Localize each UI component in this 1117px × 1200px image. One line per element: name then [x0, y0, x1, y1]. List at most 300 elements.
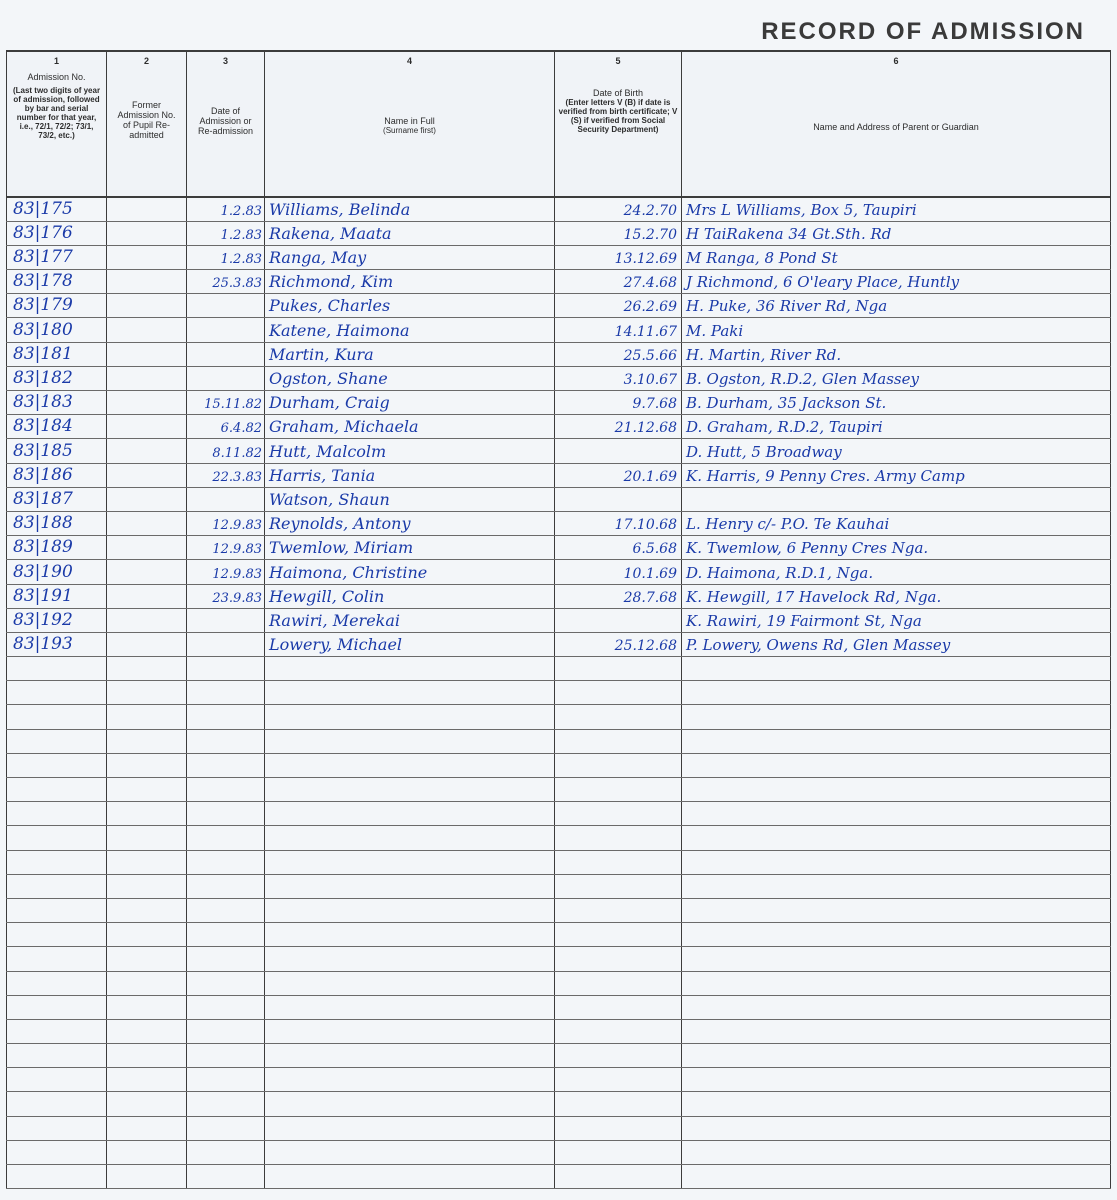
- date-of-admission-cell: [187, 1068, 265, 1092]
- date-of-admission-cell: [187, 971, 265, 995]
- admission-number-cell: [7, 850, 107, 874]
- date-of-admission-cell: [187, 753, 265, 777]
- table-row: [7, 294, 1111, 318]
- table-row: [7, 632, 1111, 656]
- date-of-birth-cell: [555, 487, 682, 511]
- date-of-birth-cell: 10.1.69: [555, 560, 682, 584]
- name-cell: Hutt, Malcolm: [265, 439, 555, 463]
- former-admission-cell: [107, 342, 187, 366]
- table-row: [7, 342, 1111, 366]
- parent-guardian-cell: [682, 1140, 1111, 1164]
- former-admission-cell: [107, 995, 187, 1019]
- former-admission-cell: [107, 1068, 187, 1092]
- column-header-date-of-birth: [555, 51, 682, 197]
- table-row: [7, 560, 1111, 584]
- former-admission-cell: [107, 850, 187, 874]
- date-of-admission-cell: [187, 657, 265, 681]
- name-cell: [265, 1092, 555, 1116]
- table-row: [7, 415, 1111, 439]
- column-number: 3: [222, 56, 228, 66]
- former-admission-cell: [107, 874, 187, 898]
- empty-table-row: [7, 1165, 1111, 1189]
- name-cell: [265, 850, 555, 874]
- admission-number-cell: [7, 681, 107, 705]
- former-admission-cell: [107, 270, 187, 294]
- column-number: 2: [143, 56, 149, 66]
- date-of-admission-cell: [187, 778, 265, 802]
- date-of-admission-cell: 12.9.83: [187, 536, 265, 560]
- empty-table-row: [7, 802, 1111, 826]
- former-admission-cell: [107, 318, 187, 342]
- parent-guardian-cell: [682, 657, 1111, 681]
- date-of-admission-cell: 8.11.82: [187, 439, 265, 463]
- date-of-birth-cell: 28.7.68: [555, 584, 682, 608]
- date-of-birth-cell: [555, 850, 682, 874]
- admission-number-cell: 83|191: [7, 584, 107, 608]
- name-cell: [265, 923, 555, 947]
- table-row: [7, 318, 1111, 342]
- admission-number-cell: [7, 1092, 107, 1116]
- admission-number-cell: 83|183: [7, 391, 107, 415]
- admission-number-cell: [7, 729, 107, 753]
- admission-number-cell: [7, 753, 107, 777]
- name-cell: [265, 1044, 555, 1068]
- date-of-admission-cell: [187, 995, 265, 1019]
- date-of-admission-cell: 22.3.83: [187, 463, 265, 487]
- parent-guardian-cell: L. Henry c/- P.O. Te Kauhai: [682, 511, 1111, 535]
- former-admission-cell: [107, 1044, 187, 1068]
- column-subheading: (Last two digits of year of admission, followed by bar and serial number for that year, i.e., 72/1, 72/2; 73/1, 73/2, etc.): [12, 86, 101, 140]
- table-row: [7, 366, 1111, 390]
- table-row: [7, 439, 1111, 463]
- former-admission-cell: [107, 245, 187, 269]
- column-header-admission-no: [7, 51, 107, 197]
- admission-number-cell: [7, 705, 107, 729]
- date-of-birth-cell: [555, 874, 682, 898]
- name-cell: Rawiri, Merekai: [265, 608, 555, 632]
- name-cell: Rakena, Maata: [265, 221, 555, 245]
- former-admission-cell: [107, 971, 187, 995]
- empty-table-row: [7, 753, 1111, 777]
- parent-guardian-cell: [682, 826, 1111, 850]
- date-of-birth-cell: 24.2.70: [555, 197, 682, 221]
- empty-table-row: [7, 826, 1111, 850]
- admission-number-cell: [7, 778, 107, 802]
- table-row: [7, 221, 1111, 245]
- empty-table-row: [7, 729, 1111, 753]
- former-admission-cell: [107, 221, 187, 245]
- parent-guardian-cell: [682, 802, 1111, 826]
- column-header-former-admission: [107, 51, 187, 197]
- former-admission-cell: [107, 898, 187, 922]
- former-admission-cell: [107, 294, 187, 318]
- parent-guardian-cell: D. Graham, R.D.2, Taupiri: [682, 415, 1111, 439]
- name-cell: [265, 947, 555, 971]
- name-cell: Pukes, Charles: [265, 294, 555, 318]
- name-cell: Ranga, May: [265, 245, 555, 269]
- parent-guardian-cell: B. Durham, 35 Jackson St.: [682, 391, 1111, 415]
- date-of-birth-cell: 6.5.68: [555, 536, 682, 560]
- name-cell: Graham, Michaela: [265, 415, 555, 439]
- parent-guardian-cell: [682, 487, 1111, 511]
- column-number: 4: [406, 56, 412, 66]
- parent-guardian-cell: [682, 778, 1111, 802]
- date-of-admission-cell: 6.4.82: [187, 415, 265, 439]
- date-of-birth-cell: [555, 705, 682, 729]
- column-subheading: (Enter letters V (B) if date is verified from birth certificate; V (S) if verified from Social Security Department): [558, 98, 678, 134]
- admission-number-cell: [7, 826, 107, 850]
- date-of-birth-cell: 20.1.69: [555, 463, 682, 487]
- former-admission-cell: [107, 197, 187, 221]
- parent-guardian-cell: K. Harris, 9 Penny Cres. Army Camp: [682, 463, 1111, 487]
- date-of-birth-cell: [555, 1140, 682, 1164]
- former-admission-cell: [107, 1019, 187, 1043]
- name-cell: [265, 657, 555, 681]
- parent-guardian-cell: D. Hutt, 5 Broadway: [682, 439, 1111, 463]
- parent-guardian-cell: [682, 681, 1111, 705]
- table-row: [7, 536, 1111, 560]
- former-admission-cell: [107, 415, 187, 439]
- admission-table-wrap: [6, 50, 1110, 1196]
- admission-number-cell: 83|182: [7, 366, 107, 390]
- column-heading: Former Admission No. of Pupil Re-admitted: [117, 100, 176, 140]
- column-heading: Name and Address of Parent or Guardian: [813, 122, 979, 132]
- date-of-birth-cell: 13.12.69: [555, 245, 682, 269]
- date-of-admission-cell: 23.9.83: [187, 584, 265, 608]
- name-cell: Williams, Belinda: [265, 197, 555, 221]
- date-of-birth-cell: [555, 947, 682, 971]
- parent-guardian-cell: Mrs L Williams, Box 5, Taupiri: [682, 197, 1111, 221]
- name-cell: Haimona, Christine: [265, 560, 555, 584]
- parent-guardian-cell: [682, 874, 1111, 898]
- admission-number-cell: [7, 657, 107, 681]
- date-of-admission-cell: [187, 802, 265, 826]
- name-cell: Twemlow, Miriam: [265, 536, 555, 560]
- date-of-admission-cell: [187, 1044, 265, 1068]
- admission-number-cell: [7, 1116, 107, 1140]
- admission-number-cell: [7, 874, 107, 898]
- date-of-admission-cell: [187, 729, 265, 753]
- empty-table-row: [7, 681, 1111, 705]
- date-of-birth-cell: 21.12.68: [555, 415, 682, 439]
- admission-number-cell: [7, 1165, 107, 1189]
- name-cell: Katene, Haimona: [265, 318, 555, 342]
- name-cell: [265, 1116, 555, 1140]
- date-of-admission-cell: [187, 342, 265, 366]
- former-admission-cell: [107, 536, 187, 560]
- parent-guardian-cell: [682, 898, 1111, 922]
- admission-number-cell: 83|178: [7, 270, 107, 294]
- admission-number-cell: 83|184: [7, 415, 107, 439]
- column-heading: Name in Full: [384, 116, 435, 126]
- date-of-birth-cell: 14.11.67: [555, 318, 682, 342]
- former-admission-cell: [107, 560, 187, 584]
- date-of-birth-cell: [555, 1092, 682, 1116]
- page-title: RECORD OF ADMISSION: [761, 18, 1085, 45]
- admission-number-cell: 83|185: [7, 439, 107, 463]
- parent-guardian-cell: M Ranga, 8 Pond St: [682, 245, 1111, 269]
- date-of-birth-cell: 17.10.68: [555, 511, 682, 535]
- parent-guardian-cell: K. Hewgill, 17 Havelock Rd, Nga.: [682, 584, 1111, 608]
- column-number: 5: [615, 56, 621, 66]
- former-admission-cell: [107, 608, 187, 632]
- header-row: [7, 51, 1111, 197]
- table-row: [7, 197, 1111, 221]
- table-row: [7, 584, 1111, 608]
- former-admission-cell: [107, 1140, 187, 1164]
- name-cell: Richmond, Kim: [265, 270, 555, 294]
- date-of-birth-cell: [555, 1044, 682, 1068]
- admission-number-cell: 83|193: [7, 632, 107, 656]
- date-of-birth-cell: 9.7.68: [555, 391, 682, 415]
- date-of-admission-cell: [187, 923, 265, 947]
- former-admission-cell: [107, 487, 187, 511]
- admission-number-cell: 83|177: [7, 245, 107, 269]
- former-admission-cell: [107, 947, 187, 971]
- date-of-admission-cell: [187, 1019, 265, 1043]
- name-cell: Watson, Shaun: [265, 487, 555, 511]
- column-header-name: [265, 51, 555, 197]
- parent-guardian-cell: B. Ogston, R.D.2, Glen Massey: [682, 366, 1111, 390]
- name-cell: [265, 874, 555, 898]
- parent-guardian-cell: [682, 971, 1111, 995]
- column-number: 6: [893, 56, 899, 66]
- former-admission-cell: [107, 923, 187, 947]
- parent-guardian-cell: [682, 753, 1111, 777]
- name-cell: Martin, Kura: [265, 342, 555, 366]
- parent-guardian-cell: [682, 947, 1111, 971]
- date-of-birth-cell: 3.10.67: [555, 366, 682, 390]
- table-row: [7, 608, 1111, 632]
- admission-number-cell: [7, 1019, 107, 1043]
- parent-guardian-cell: H. Puke, 36 River Rd, Nga: [682, 294, 1111, 318]
- empty-table-row: [7, 1044, 1111, 1068]
- name-cell: [265, 753, 555, 777]
- date-of-birth-cell: [555, 923, 682, 947]
- parent-guardian-cell: M. Paki: [682, 318, 1111, 342]
- name-cell: [265, 681, 555, 705]
- parent-guardian-cell: H TaiRakena 34 Gt.Sth. Rd: [682, 221, 1111, 245]
- date-of-birth-cell: [555, 778, 682, 802]
- parent-guardian-cell: [682, 1092, 1111, 1116]
- column-heading: Date of Birth: [592, 88, 644, 98]
- name-cell: Hewgill, Colin: [265, 584, 555, 608]
- date-of-admission-cell: [187, 898, 265, 922]
- name-cell: [265, 802, 555, 826]
- column-header-date-of-admission: [187, 51, 265, 197]
- name-cell: [265, 705, 555, 729]
- former-admission-cell: [107, 729, 187, 753]
- admission-number-cell: 83|190: [7, 560, 107, 584]
- parent-guardian-cell: D. Haimona, R.D.1, Nga.: [682, 560, 1111, 584]
- former-admission-cell: [107, 1165, 187, 1189]
- date-of-admission-cell: [187, 608, 265, 632]
- admission-number-cell: [7, 898, 107, 922]
- date-of-admission-cell: [187, 681, 265, 705]
- name-cell: [265, 898, 555, 922]
- name-cell: [265, 1019, 555, 1043]
- date-of-admission-cell: 12.9.83: [187, 511, 265, 535]
- empty-table-row: [7, 923, 1111, 947]
- date-of-birth-cell: 25.5.66: [555, 342, 682, 366]
- admission-number-cell: [7, 802, 107, 826]
- parent-guardian-cell: [682, 1116, 1111, 1140]
- date-of-birth-cell: [555, 1019, 682, 1043]
- parent-guardian-cell: [682, 923, 1111, 947]
- column-number: 1: [53, 56, 59, 66]
- empty-table-row: [7, 947, 1111, 971]
- admission-number-cell: 83|189: [7, 536, 107, 560]
- parent-guardian-cell: [682, 1068, 1111, 1092]
- date-of-admission-cell: [187, 850, 265, 874]
- table-row: [7, 487, 1111, 511]
- admission-number-cell: 83|187: [7, 487, 107, 511]
- table-row: [7, 270, 1111, 294]
- date-of-admission-cell: [187, 826, 265, 850]
- date-of-admission-cell: [187, 632, 265, 656]
- former-admission-cell: [107, 511, 187, 535]
- column-heading: Date of Admission or Re-admission: [197, 106, 254, 136]
- empty-table-row: [7, 705, 1111, 729]
- parent-guardian-cell: [682, 995, 1111, 1019]
- date-of-admission-cell: 25.3.83: [187, 270, 265, 294]
- parent-guardian-cell: J Richmond, 6 O'leary Place, Huntly: [682, 270, 1111, 294]
- empty-table-row: [7, 874, 1111, 898]
- former-admission-cell: [107, 632, 187, 656]
- admission-number-cell: 83|176: [7, 221, 107, 245]
- date-of-admission-cell: [187, 705, 265, 729]
- name-cell: Harris, Tania: [265, 463, 555, 487]
- name-cell: Reynolds, Antony: [265, 511, 555, 535]
- column-header-parent-guardian: [682, 51, 1111, 197]
- former-admission-cell: [107, 1092, 187, 1116]
- admission-number-cell: [7, 923, 107, 947]
- date-of-admission-cell: [187, 874, 265, 898]
- admission-number-cell: 83|188: [7, 511, 107, 535]
- parent-guardian-cell: K. Twemlow, 6 Penny Cres Nga.: [682, 536, 1111, 560]
- name-cell: [265, 995, 555, 1019]
- empty-table-row: [7, 1116, 1111, 1140]
- name-cell: Ogston, Shane: [265, 366, 555, 390]
- date-of-birth-cell: [555, 1165, 682, 1189]
- name-cell: Durham, Craig: [265, 391, 555, 415]
- admission-number-cell: [7, 995, 107, 1019]
- date-of-admission-cell: 1.2.83: [187, 245, 265, 269]
- former-admission-cell: [107, 802, 187, 826]
- admission-number-cell: 83|181: [7, 342, 107, 366]
- former-admission-cell: [107, 753, 187, 777]
- former-admission-cell: [107, 391, 187, 415]
- former-admission-cell: [107, 681, 187, 705]
- parent-guardian-cell: [682, 850, 1111, 874]
- column-heading: Admission No.: [27, 72, 86, 82]
- parent-guardian-cell: [682, 1165, 1111, 1189]
- name-cell: [265, 778, 555, 802]
- former-admission-cell: [107, 439, 187, 463]
- date-of-birth-cell: [555, 681, 682, 705]
- name-cell: [265, 1068, 555, 1092]
- admission-number-cell: 83|179: [7, 294, 107, 318]
- date-of-birth-cell: [555, 753, 682, 777]
- date-of-admission-cell: 1.2.83: [187, 221, 265, 245]
- date-of-birth-cell: [555, 729, 682, 753]
- admission-number-cell: [7, 971, 107, 995]
- empty-table-row: [7, 850, 1111, 874]
- date-of-admission-cell: [187, 1165, 265, 1189]
- name-cell: [265, 1140, 555, 1164]
- empty-table-row: [7, 1092, 1111, 1116]
- parent-guardian-cell: [682, 1019, 1111, 1043]
- date-of-birth-cell: [555, 657, 682, 681]
- date-of-birth-cell: [555, 439, 682, 463]
- date-of-birth-cell: [555, 1068, 682, 1092]
- empty-table-row: [7, 1140, 1111, 1164]
- empty-table-row: [7, 898, 1111, 922]
- date-of-birth-cell: 15.2.70: [555, 221, 682, 245]
- empty-table-row: [7, 1068, 1111, 1092]
- date-of-birth-cell: 25.12.68: [555, 632, 682, 656]
- empty-table-row: [7, 1019, 1111, 1043]
- date-of-admission-cell: [187, 1140, 265, 1164]
- former-admission-cell: [107, 826, 187, 850]
- table-row: [7, 391, 1111, 415]
- admission-number-cell: 83|186: [7, 463, 107, 487]
- date-of-birth-cell: [555, 995, 682, 1019]
- admission-number-cell: [7, 1140, 107, 1164]
- column-subheading: (Surname first): [383, 126, 436, 135]
- date-of-birth-cell: 26.2.69: [555, 294, 682, 318]
- date-of-birth-cell: [555, 898, 682, 922]
- date-of-admission-cell: 12.9.83: [187, 560, 265, 584]
- date-of-admission-cell: [187, 294, 265, 318]
- name-cell: [265, 826, 555, 850]
- date-of-birth-cell: [555, 608, 682, 632]
- former-admission-cell: [107, 366, 187, 390]
- date-of-admission-cell: [187, 1116, 265, 1140]
- admission-number-cell: [7, 947, 107, 971]
- admission-number-cell: [7, 1068, 107, 1092]
- former-admission-cell: [107, 1116, 187, 1140]
- parent-guardian-cell: H. Martin, River Rd.: [682, 342, 1111, 366]
- table-row: [7, 245, 1111, 269]
- admission-number-cell: 83|180: [7, 318, 107, 342]
- parent-guardian-cell: [682, 705, 1111, 729]
- date-of-admission-cell: [187, 366, 265, 390]
- table-row: [7, 463, 1111, 487]
- date-of-admission-cell: [187, 318, 265, 342]
- admission-number-cell: 83|192: [7, 608, 107, 632]
- date-of-admission-cell: 1.2.83: [187, 197, 265, 221]
- former-admission-cell: [107, 584, 187, 608]
- table-row: [7, 511, 1111, 535]
- former-admission-cell: [107, 778, 187, 802]
- admission-table: [6, 50, 1111, 1189]
- date-of-birth-cell: 27.4.68: [555, 270, 682, 294]
- name-cell: Lowery, Michael: [265, 632, 555, 656]
- name-cell: [265, 1165, 555, 1189]
- parent-guardian-cell: [682, 729, 1111, 753]
- empty-table-row: [7, 971, 1111, 995]
- name-cell: [265, 971, 555, 995]
- parent-guardian-cell: P. Lowery, Owens Rd, Glen Massey: [682, 632, 1111, 656]
- empty-table-row: [7, 657, 1111, 681]
- date-of-birth-cell: [555, 971, 682, 995]
- admission-rows: [7, 197, 1111, 1189]
- date-of-birth-cell: [555, 826, 682, 850]
- date-of-admission-cell: [187, 1092, 265, 1116]
- empty-table-row: [7, 995, 1111, 1019]
- date-of-admission-cell: [187, 947, 265, 971]
